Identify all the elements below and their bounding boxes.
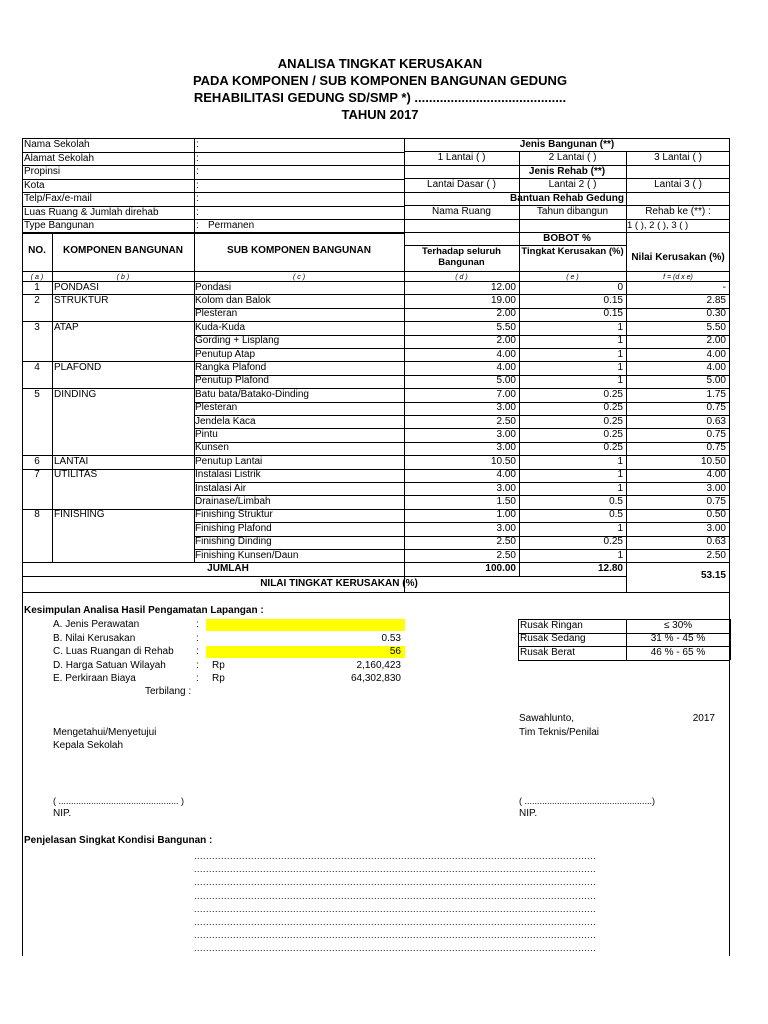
- row-tingkat[interactable]: 1: [617, 482, 623, 494]
- row-bobot[interactable]: 2.00: [496, 308, 516, 320]
- row-tingkat[interactable]: 0.15: [603, 308, 623, 320]
- info-label: Telp/Fax/e-mail: [24, 193, 92, 204]
- row-tingkat[interactable]: 1: [617, 321, 623, 333]
- row-tingkat[interactable]: 0.5: [609, 495, 623, 507]
- kesimpulan-label: A. Jenis Perawatan: [53, 619, 140, 630]
- lantai-dasar-option[interactable]: Lantai Dasar ( ): [427, 179, 496, 190]
- row-bobot[interactable]: 3.00: [496, 522, 516, 534]
- info-colon: :: [196, 193, 199, 204]
- info-label: Propinsi: [24, 166, 61, 177]
- col-c-marker: ( c ): [292, 274, 306, 281]
- highlight-jenis-perawatan: [206, 619, 405, 631]
- kesimpulan-label: C. Luas Ruangan di Rehab: [53, 646, 174, 657]
- col-f-marker: f = (d x e): [663, 274, 693, 281]
- row-komponen: FINISHING: [54, 509, 105, 521]
- col-a-marker: ( a ): [30, 274, 44, 281]
- col-nilai-header: Nilai Kerusakan (%): [631, 252, 725, 263]
- col-terhadap-header: Terhadap seluruh Bangunan: [421, 246, 501, 268]
- legend-range: 31 % - 45 %: [650, 633, 706, 644]
- sign-left-line2: Kepala Sekolah: [53, 740, 124, 751]
- row-tingkat[interactable]: 0.25: [603, 415, 623, 427]
- row-sub-komponen: Plesteran: [195, 308, 238, 320]
- row-bobot[interactable]: 2.50: [496, 415, 516, 427]
- row-nilai: 1.75: [706, 388, 726, 400]
- lantai-1-option[interactable]: 1 Lantai ( ): [437, 152, 486, 163]
- legend-range: 46 % - 65 %: [650, 646, 706, 658]
- kesimpulan-value[interactable]: 56: [389, 646, 401, 657]
- row-komponen: ATAP: [54, 321, 79, 333]
- row-tingkat[interactable]: 1: [617, 469, 623, 481]
- row-nilai: 0.75: [706, 495, 726, 507]
- row-sub-komponen: Finishing Dinding: [195, 536, 272, 548]
- row-nilai: 3.00: [706, 522, 726, 534]
- kesimpulan-value[interactable]: 64,302,830: [350, 673, 401, 684]
- doc-title-line1: ANALISA TINGKAT KERUSAKAN: [277, 56, 483, 71]
- row-tingkat[interactable]: 1: [617, 375, 623, 387]
- jenis-rehab-heading: Jenis Rehab (**): [528, 166, 606, 177]
- row-nilai: -: [722, 281, 726, 293]
- row-sub-komponen: Rangka Plafond: [195, 361, 267, 373]
- info-label: Nama Sekolah: [24, 139, 90, 150]
- row-bobot[interactable]: 2.50: [496, 549, 516, 561]
- kesimpulan-label: E. Perkiraan Biaya: [53, 673, 136, 684]
- row-nilai: 2.50: [706, 549, 726, 561]
- sign-left-line1: Mengetahui/Menyetujui: [53, 727, 157, 738]
- row-komponen: DINDING: [54, 388, 97, 400]
- row-komponen: LANTAI: [54, 455, 89, 467]
- row-number: 2: [34, 294, 40, 306]
- kesimpulan-label: B. Nilai Kerusakan: [53, 632, 136, 644]
- rehab-ke-options[interactable]: 1 ( ), 2 ( ), 3 ( ): [627, 220, 689, 231]
- grid-line: [518, 660, 730, 661]
- kesimpulan-colon: :: [196, 619, 199, 630]
- row-tingkat[interactable]: 0.25: [603, 536, 623, 548]
- row-tingkat[interactable]: 0: [617, 281, 623, 293]
- grid-line: [22, 455, 730, 456]
- col-d-marker: ( d ): [455, 274, 468, 281]
- row-komponen: PONDASI: [54, 281, 100, 293]
- info-colon: :: [196, 220, 199, 231]
- row-tingkat[interactable]: 1: [617, 335, 623, 347]
- row-sub-komponen: Finishing Plafond: [195, 522, 272, 534]
- row-sub-komponen: Plesteran: [195, 402, 238, 414]
- row-nilai: 0.75: [706, 442, 726, 454]
- row-bobot[interactable]: 2.50: [496, 536, 516, 548]
- bantuan-heading: Bantuan Rehab Gedung: [510, 193, 624, 204]
- row-bobot[interactable]: 4.00: [496, 469, 516, 481]
- nama-ruang-label: Nama Ruang: [432, 206, 491, 217]
- info-value[interactable]: Permanen: [208, 220, 255, 231]
- legend-label: Rusak Sedang: [520, 633, 586, 644]
- info-colon: :: [196, 152, 199, 164]
- row-nilai: 4.00: [706, 469, 726, 481]
- kesimpulan-colon: :: [196, 673, 199, 684]
- info-colon: :: [196, 166, 199, 177]
- penjelasan-dotted-line[interactable]: ......................................................................................................................................: [194, 930, 597, 941]
- nip-right: NIP.: [519, 808, 538, 819]
- row-nilai: 0.75: [706, 428, 726, 440]
- row-number: 8: [34, 509, 40, 521]
- jumlah-bobot-value: 100.00: [485, 563, 516, 574]
- grid-line: [22, 509, 730, 510]
- row-bobot[interactable]: 3.00: [496, 402, 516, 414]
- grid-line: [518, 619, 519, 660]
- lantai-2b-option[interactable]: Lantai 2 ( ): [548, 179, 597, 190]
- grid-line: [22, 388, 730, 389]
- row-nilai: 5.00: [706, 375, 726, 387]
- row-sub-komponen: Penutup Lantai: [195, 455, 263, 467]
- row-nilai: 2.85: [706, 294, 726, 306]
- jenis-bangunan-heading: Jenis Bangunan (**): [519, 139, 615, 150]
- row-bobot[interactable]: 1.00: [496, 509, 516, 521]
- col-tingkat-header: Tingkat Kerusakan (%): [521, 246, 624, 257]
- row-bobot[interactable]: 4.00: [496, 348, 516, 360]
- row-number: 4: [34, 361, 40, 373]
- penjelasan-dotted-line[interactable]: ......................................................................................................................................: [194, 917, 597, 927]
- row-tingkat[interactable]: 1: [617, 455, 623, 467]
- row-komponen: UTILITAS: [54, 469, 98, 481]
- row-tingkat[interactable]: 1: [617, 549, 623, 561]
- legend-label: Rusak Ringan: [520, 619, 583, 631]
- row-bobot[interactable]: 10.50: [490, 455, 516, 467]
- row-sub-komponen: Gording + Lisplang: [195, 335, 280, 347]
- row-bobot[interactable]: 1.50: [496, 495, 516, 507]
- lantai-2-option[interactable]: 2 Lantai ( ): [548, 152, 597, 163]
- row-number: 7: [34, 469, 40, 481]
- row-nilai: 4.00: [706, 348, 726, 360]
- info-label: Alamat Sekolah: [24, 152, 95, 164]
- row-tingkat[interactable]: 0.15: [603, 294, 623, 306]
- info-label: Type Bangunan: [24, 220, 95, 231]
- doc-title-line4: TAHUN 2017: [341, 107, 419, 122]
- grid-line: [22, 576, 626, 577]
- row-tingkat[interactable]: 0.25: [603, 442, 623, 454]
- row-sub-komponen: Penutup Atap: [195, 348, 256, 360]
- col-sub-header: SUB KOMPONEN BANGUNAN: [227, 245, 371, 256]
- row-tingkat[interactable]: 0.25: [603, 388, 623, 400]
- tahun-dibangun-label: Tahun dibangun: [536, 206, 609, 217]
- row-nilai: 5.50: [706, 321, 726, 333]
- row-nilai: 10.50: [700, 455, 726, 467]
- jumlah-tingkat-value: 12.80: [597, 563, 623, 574]
- kesimpulan-colon: :: [196, 632, 199, 644]
- grid-line: [22, 165, 404, 166]
- grid-line: [22, 592, 730, 593]
- nilai-tingkat-value: 53.15: [700, 570, 726, 581]
- kesimpulan-title: Kesimpulan Analisa Hasil Pengamatan Lapangan :: [24, 605, 264, 616]
- row-bobot[interactable]: 4.00: [496, 361, 516, 373]
- grid-line: [22, 321, 730, 322]
- sign-place: Sawahlunto,: [519, 713, 575, 724]
- row-sub-komponen: Penutup Plafond: [195, 375, 269, 387]
- grid-line: [22, 294, 730, 295]
- penjelasan-dotted-line[interactable]: ......................................................................................................................................: [194, 903, 597, 914]
- penjelasan-dotted-line[interactable]: ......................................................................................................................................: [194, 877, 597, 888]
- row-bobot[interactable]: 3.00: [496, 428, 516, 440]
- row-nilai: 0.63: [706, 415, 726, 427]
- kesimpulan-label: D. Harga Satuan Wilayah: [53, 659, 166, 671]
- row-number: 5: [34, 388, 40, 400]
- row-sub-komponen: Instalasi Listrik: [195, 469, 261, 481]
- penjelasan-dotted-line[interactable]: ......................................................................................................................................: [194, 851, 597, 861]
- col-e-marker: ( e ): [566, 274, 579, 281]
- row-tingkat[interactable]: 0.25: [603, 428, 623, 440]
- doc-title-line3: REHABILITASI GEDUNG SD/SMP *) ..........................................: [193, 90, 567, 105]
- info-colon: :: [196, 139, 199, 150]
- row-sub-komponen: Kolom dan Balok: [195, 294, 271, 306]
- col-b-marker: ( b ): [116, 274, 130, 281]
- row-sub-komponen: Kuda-Kuda: [195, 321, 246, 333]
- sign-right-line1: Tim Teknis/Penilai: [519, 727, 600, 738]
- row-bobot[interactable]: 19.00: [490, 294, 516, 306]
- sign-year: 2017: [692, 713, 715, 724]
- row-komponen: STRUKTUR: [54, 294, 109, 306]
- row-number: 3: [34, 321, 40, 333]
- penjelasan-dotted-line[interactable]: ......................................................................................................................................: [194, 943, 597, 954]
- nilai-tingkat-label: NILAI TINGKAT KERUSAKAN (%): [260, 578, 418, 589]
- row-nilai: 0.63: [706, 536, 726, 548]
- row-bobot[interactable]: 3.00: [496, 482, 516, 494]
- kesimpulan-colon: :: [196, 659, 199, 671]
- row-nilai: 4.00: [706, 361, 726, 373]
- row-sub-komponen: Pondasi: [195, 281, 232, 293]
- info-label: Kota: [24, 179, 45, 191]
- penjelasan-dotted-line[interactable]: ......................................................................................................................................: [194, 890, 597, 901]
- sign-right-name: ( ...................................................): [519, 796, 656, 806]
- row-number: 1: [34, 281, 40, 293]
- row-bobot[interactable]: 7.00: [496, 388, 516, 400]
- row-number: 6: [34, 455, 40, 467]
- row-bobot[interactable]: 3.00: [496, 442, 516, 454]
- row-nilai: 0.50: [706, 509, 726, 521]
- col-no-header: NO.: [28, 245, 46, 256]
- row-tingkat[interactable]: 0.25: [603, 402, 623, 414]
- row-nilai: 0.30: [706, 308, 726, 320]
- row-bobot[interactable]: 5.50: [496, 321, 516, 333]
- penjelasan-dotted-line[interactable]: ......................................................................................................................................: [194, 864, 597, 875]
- doc-title-line2: PADA KOMPONEN / SUB KOMPONEN BANGUNAN GEDUNG: [192, 73, 568, 88]
- row-sub-komponen: Finishing Struktur: [195, 509, 273, 521]
- info-colon: :: [196, 206, 199, 218]
- kesimpulan-value[interactable]: 0.53: [381, 632, 401, 644]
- row-nilai: 2.00: [706, 335, 726, 347]
- legend-range: ≤ 30%: [663, 619, 693, 631]
- grid-line: [52, 232, 53, 562]
- row-nilai: 3.00: [706, 482, 726, 494]
- row-sub-komponen: Jendela Kaca: [195, 415, 256, 427]
- nip-left: NIP.: [53, 808, 72, 819]
- row-bobot[interactable]: 5.00: [496, 375, 516, 387]
- lantai-3-option[interactable]: 3 Lantai ( ): [654, 152, 702, 163]
- terbilang-label: Terbilang :: [145, 686, 192, 697]
- penjelasan-title: Penjelasan Singkat Kondisi Bangunan :: [24, 835, 213, 846]
- info-colon: :: [196, 179, 199, 191]
- row-sub-komponen: Drainase/Limbah: [195, 495, 271, 507]
- row-tingkat[interactable]: 1: [617, 361, 623, 373]
- kesimpulan-prefix: Rp: [212, 673, 225, 684]
- kesimpulan-colon: :: [196, 646, 199, 657]
- row-tingkat[interactable]: 0.5: [609, 509, 623, 521]
- grid-line: [22, 469, 730, 470]
- col-bobot-header: BOBOT %: [543, 233, 591, 244]
- row-tingkat[interactable]: 1: [617, 522, 623, 534]
- row-komponen: PLAFOND: [54, 361, 102, 373]
- frame-left: [22, 138, 23, 956]
- row-tingkat[interactable]: 1: [617, 348, 623, 360]
- grid-line: [22, 361, 730, 362]
- info-label: Luas Ruang & Jumlah direhab: [24, 206, 159, 218]
- col-komponen-header: KOMPONEN BANGUNAN: [63, 245, 183, 256]
- row-sub-komponen: Instalasi Air: [195, 482, 247, 494]
- grid-line: [730, 619, 731, 660]
- row-sub-komponen: Kunsen: [195, 442, 229, 454]
- row-sub-komponen: Finishing Kunsen/Daun: [195, 549, 299, 561]
- kesimpulan-prefix: Rp: [212, 659, 225, 671]
- rehab-ke-label: Rehab ke (**) :: [645, 206, 711, 217]
- sign-left-name: ( ................................................ ): [53, 796, 185, 806]
- row-sub-komponen: Pintu: [195, 428, 218, 440]
- row-sub-komponen: Batu bata/Batako-Dinding: [195, 388, 309, 400]
- jumlah-label: JUMLAH: [207, 563, 249, 574]
- row-bobot[interactable]: 12.00: [490, 281, 516, 293]
- kesimpulan-value[interactable]: 2,160,423: [356, 659, 401, 671]
- lantai-3b-option[interactable]: Lantai 3 ( ): [654, 179, 702, 190]
- grid-line: [22, 179, 404, 180]
- row-nilai: 0.75: [706, 402, 726, 414]
- row-bobot[interactable]: 2.00: [496, 335, 516, 347]
- legend-label: Rusak Berat: [520, 646, 576, 658]
